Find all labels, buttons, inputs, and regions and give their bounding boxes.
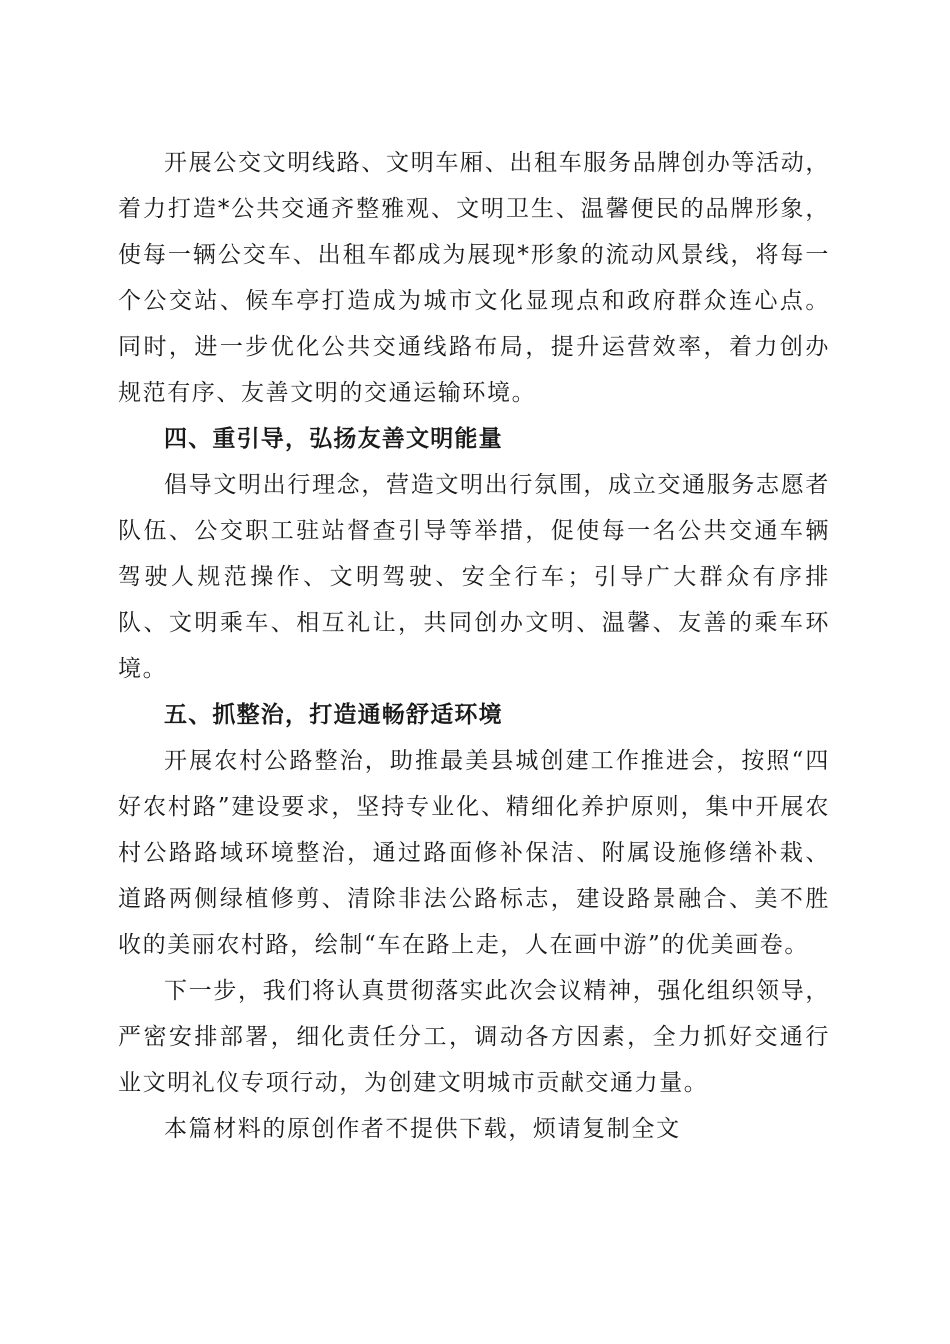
- paragraph-rural-road-rectification: 开展农村公路整治，助推最美县城创建工作推进会，按照“四好农村路”建设要求，坚持专业化、精细化养护原则，集中开展农村公路路域环境整治，通过路面修补保洁、附属设施修缮补栽、道路两侧绿植修剪、清除非法公路标志，建设路景融合、美不胜收的美丽农村路，绘制“车在路上走，人在画中游”的优美画卷。: [118, 748, 830, 958]
- section-heading-four: 四、重引导，弘扬友善文明能量: [164, 426, 503, 452]
- paragraph-download-notice: 本篇材料的原创作者不提供下载，烦请复制全文: [164, 1116, 681, 1142]
- paragraph-next-steps: 下一步，我们将认真贯彻落实此次会议精神，强化组织领导，严密安排部署，细化责任分工，调动各方因素，全力抓好交通行业文明礼仪专项行动，为创建文明城市贡献交通力量。: [118, 978, 830, 1096]
- document-body: [118, 140, 830, 1152]
- section-heading-five: 五、抓整治，打造通畅舒适环境: [164, 702, 503, 728]
- paragraph-civilized-travel: 倡导文明出行理念，营造文明出行氛围，成立交通服务志愿者队伍、公交职工驻站督查引导等举措，促使每一名公共交通车辆驾驶人规范操作、文明驾驶、安全行车；引导广大群众有序排队、文明乘车、相互礼让，共同创办文明、温馨、友善的乘车环境。: [118, 472, 830, 682]
- paragraph-public-transport-branding: 开展公交文明线路、文明车厢、出租车服务品牌创办等活动，着力打造*公共交通齐整雅观、文明卫生、温馨便民的品牌形象，使每一辆公交车、出租车都成为展现*形象的流动风景线，将每一个公交站、候车亭打造成为城市文化显现点和政府群众连心点。同时，进一步优化公共交通线路布局，提升运营效率，着力创办规范有序、友善文明的交通运输环境。: [118, 150, 830, 406]
